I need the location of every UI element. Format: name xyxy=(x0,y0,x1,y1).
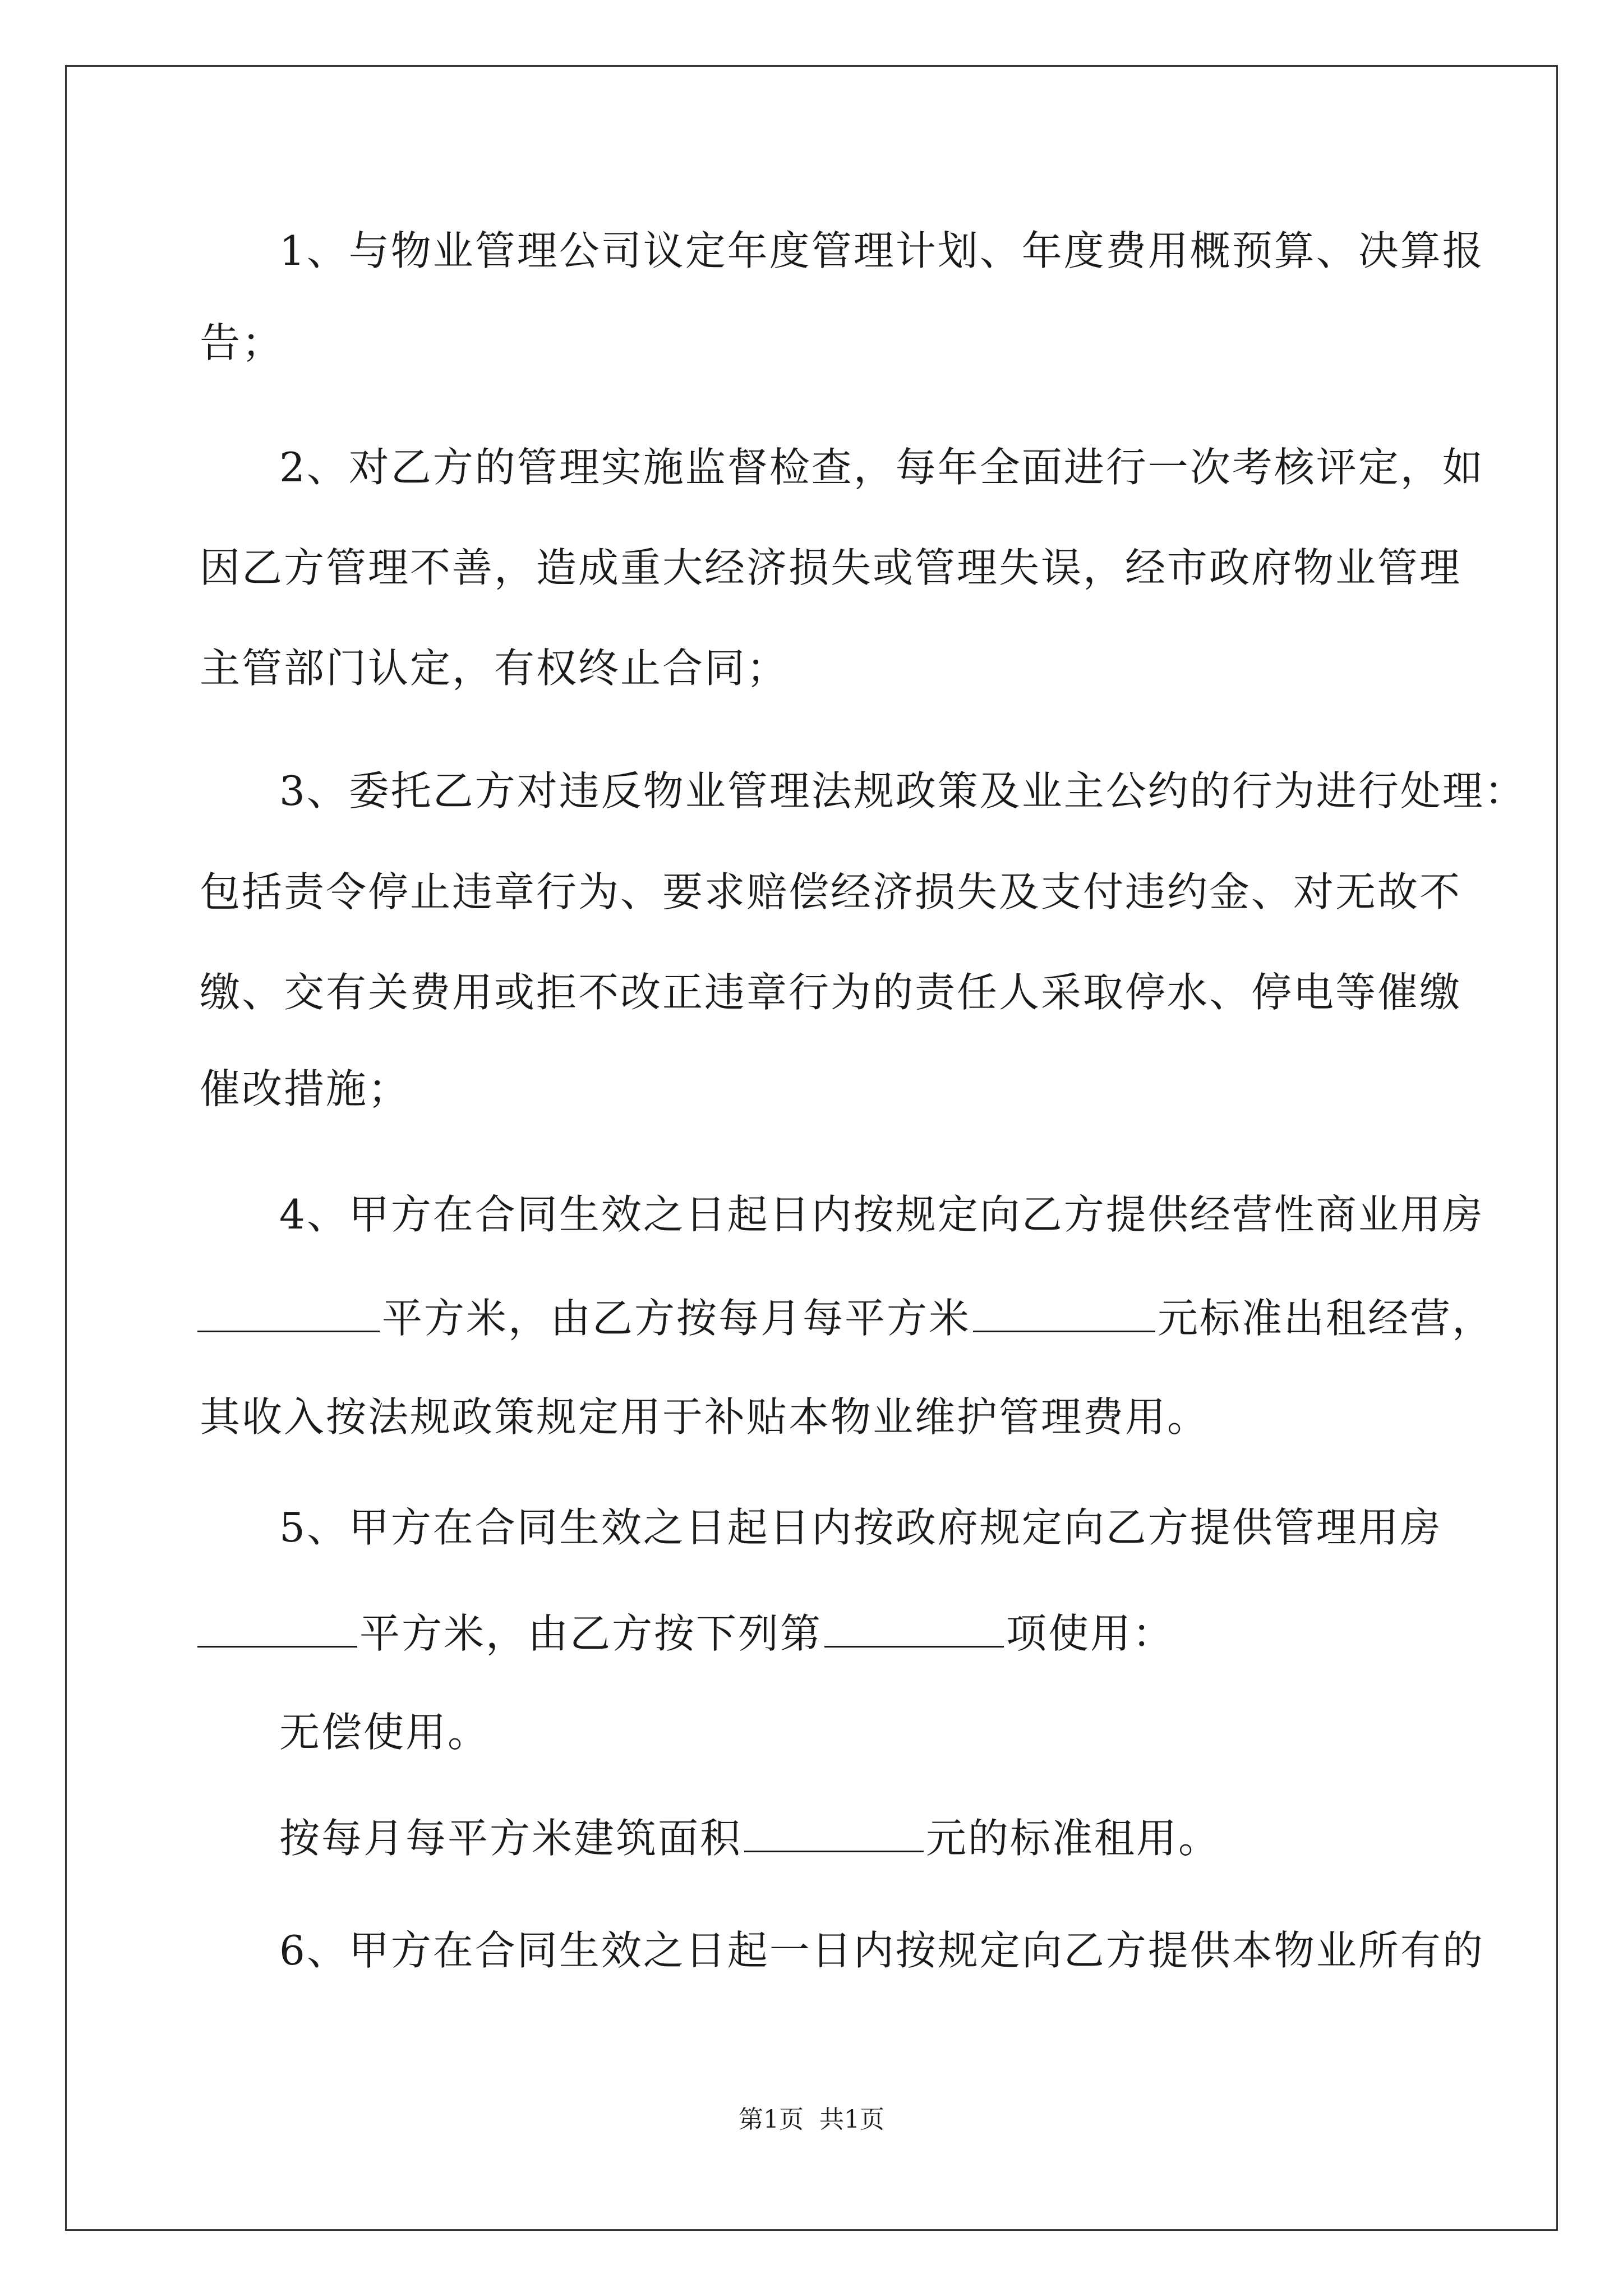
paragraph-5-text-a: 平方米，由乙方按下列第 xyxy=(359,1610,823,1657)
option-2-text-a: 按每月每平方米建筑面积 xyxy=(279,1815,743,1862)
paragraph-1-line-1: 1、与物业管理公司议定年度管理计划、年度费用概预算、决算报 xyxy=(279,227,1484,274)
blank-field-unit-rent xyxy=(744,1807,924,1852)
option-2-text-b: 元的标准租用。 xyxy=(926,1815,1221,1862)
paragraph-2-line-3: 主管部门认定，有权终止合同； xyxy=(200,645,789,692)
blank-field-rent xyxy=(973,1287,1155,1332)
paragraph-5-line-2 xyxy=(195,1602,1174,1662)
paragraph-4-line-3: 其收入按法规政策规定用于补贴本物业维护管理费用。 xyxy=(200,1393,1210,1441)
paragraph-2-line-1: 2、对乙方的管理实施监督检查，每年全面进行一次考核评定，如 xyxy=(279,444,1484,491)
paragraph-4-text-b: 元标准出租经营， xyxy=(1158,1295,1495,1342)
paragraph-3-line-3: 缴、交有关费用或拒不改正违章行为的责任人采取停水、停电等催缴 xyxy=(200,969,1462,1016)
paragraph-5-line-1: 5、甲方在合同生效之日起日内按政府规定向乙方提供管理用房 xyxy=(279,1504,1442,1551)
paragraph-3-line-1: 3、委托乙方对违反物业管理法规政策及业主公约的行为进行处理： xyxy=(279,767,1527,815)
page-footer xyxy=(0,2099,1623,2135)
blank-field-option xyxy=(824,1602,1004,1648)
page-number: 第1页 xyxy=(739,2105,804,2134)
paragraph-4-line-2 xyxy=(195,1287,1494,1346)
page-border xyxy=(65,65,1558,2231)
page-total: 共1页 xyxy=(819,2105,884,2134)
paragraph-1-line-2: 告； xyxy=(200,319,284,366)
paragraph-6-line-1: 6、甲方在合同生效之日起一日内按规定向乙方提供本物业所有的 xyxy=(279,1927,1484,1974)
paragraph-3-line-4: 催改措施； xyxy=(200,1065,411,1112)
blank-field-area xyxy=(197,1287,380,1332)
paragraph-2-line-2: 因乙方管理不善，造成重大经济损失或管理失误，经市政府物业管理 xyxy=(200,544,1462,591)
blank-field-office-area xyxy=(197,1602,357,1648)
paragraph-4-line-1: 4、甲方在合同生效之日起日内按规定向乙方提供经营性商业用房 xyxy=(279,1191,1484,1238)
paragraph-4-text-a: 平方米，由乙方按每月每平方米 xyxy=(382,1295,971,1342)
paragraph-5-option-1: 无偿使用。 xyxy=(279,1709,490,1756)
paragraph-5-option-2 xyxy=(279,1807,1220,1866)
paragraph-3-line-2: 包括责令停止违章行为、要求赔偿经济损失及支付违约金、对无故不 xyxy=(200,868,1462,915)
paragraph-5-text-b: 项使用： xyxy=(1006,1610,1175,1657)
